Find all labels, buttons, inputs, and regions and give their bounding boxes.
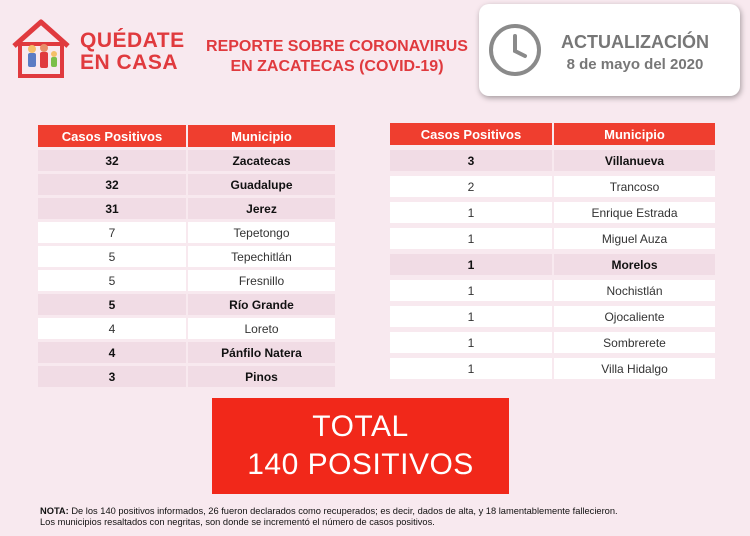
table-row (390, 254, 715, 275)
table-row (390, 280, 715, 301)
cell-municipality: Villa Hidalgo (554, 358, 715, 379)
cell-cases: 1 (390, 306, 554, 327)
cell-cases: 1 (390, 358, 554, 379)
cell-municipality: Morelos (554, 254, 715, 275)
cases-table-right-body (390, 150, 715, 379)
table-row (38, 342, 335, 363)
table-row (38, 270, 335, 291)
table-row (390, 332, 715, 353)
footnote-line-2: Los municipios resaltados con negritas, son donde se incrementó el número de casos positivos. (40, 517, 435, 527)
brand-line-1: QUÉDATE (80, 29, 185, 52)
cell-municipality: Pánfilo Natera (188, 342, 335, 363)
table-row (390, 306, 715, 327)
cell-cases: 1 (390, 228, 554, 249)
cases-table-left-body (38, 150, 335, 387)
cell-cases: 31 (38, 198, 188, 219)
header-cases: Casos Positivos (390, 123, 554, 145)
table-row (38, 174, 335, 195)
header-municipality: Municipio (188, 125, 335, 147)
cell-municipality: Miguel Auza (554, 228, 715, 249)
cell-municipality: Pinos (188, 366, 335, 387)
brand-slogan (80, 30, 185, 74)
cell-cases: 32 (38, 150, 188, 171)
cell-cases: 1 (390, 332, 554, 353)
table-row (38, 246, 335, 267)
table-row (390, 150, 715, 171)
table-row (390, 228, 715, 249)
cases-table-right (390, 118, 715, 384)
cell-cases: 1 (390, 280, 554, 301)
footnote-line-1: De los 140 positivos informados, 26 fueron declarados como recuperados; es decir, dados de alta, y 18 lamentablemente fallecieron. (68, 506, 618, 516)
cell-cases: 4 (38, 342, 188, 363)
cell-municipality: Villanueva (554, 150, 715, 171)
cell-municipality: Jerez (188, 198, 335, 219)
cell-municipality: Tepetongo (188, 222, 335, 243)
footnote-label: NOTA: (40, 506, 69, 516)
cell-municipality: Sombrerete (554, 332, 715, 353)
cell-cases: 2 (390, 176, 554, 197)
table-row (390, 176, 715, 197)
cell-cases: 7 (38, 222, 188, 243)
report-title-line-1: REPORTE SOBRE CORONAVIRUS (206, 38, 468, 55)
cell-cases: 1 (390, 254, 554, 275)
update-label: ACTUALIZACIÓN (561, 32, 709, 52)
table-row (38, 366, 335, 387)
cell-municipality: Loreto (188, 318, 335, 339)
table-row (390, 358, 715, 379)
header-cases: Casos Positivos (38, 125, 188, 147)
cell-municipality: Enrique Estrada (554, 202, 715, 223)
cell-municipality: Tepechitlán (188, 246, 335, 267)
cell-cases: 32 (38, 174, 188, 195)
report-title-line-2: EN ZACATECAS (COVID-19) (230, 58, 444, 75)
total-label: TOTAL (312, 410, 409, 443)
table-row (38, 150, 335, 171)
table-header-row (390, 123, 715, 145)
cell-cases: 3 (390, 150, 554, 171)
cell-municipality: Nochistlán (554, 280, 715, 301)
cell-municipality: Río Grande (188, 294, 335, 315)
total-value: 140 POSITIVOS (247, 448, 474, 481)
report-title (196, 37, 478, 77)
clock-icon (487, 22, 543, 78)
update-box (479, 4, 740, 96)
cell-cases: 4 (38, 318, 188, 339)
cell-cases: 1 (390, 202, 554, 223)
cell-cases: 3 (38, 366, 188, 387)
cell-municipality: Fresnillo (188, 270, 335, 291)
house-family-icon (10, 18, 72, 80)
table-row (38, 198, 335, 219)
header-municipality: Municipio (554, 123, 715, 145)
cell-municipality: Ojocaliente (554, 306, 715, 327)
table-header-row (38, 125, 335, 147)
update-date: 8 de mayo del 2020 (566, 56, 704, 73)
footnote (40, 506, 720, 528)
total-box (212, 398, 509, 494)
table-row (390, 202, 715, 223)
cell-municipality: Guadalupe (188, 174, 335, 195)
table-row (38, 294, 335, 315)
cell-municipality: Zacatecas (188, 150, 335, 171)
cell-municipality: Trancoso (554, 176, 715, 197)
brand-line-2: EN CASA (80, 51, 179, 74)
table-row (38, 222, 335, 243)
cell-cases: 5 (38, 294, 188, 315)
cases-table-left (38, 122, 335, 390)
cell-cases: 5 (38, 246, 188, 267)
table-row (38, 318, 335, 339)
cell-cases: 5 (38, 270, 188, 291)
